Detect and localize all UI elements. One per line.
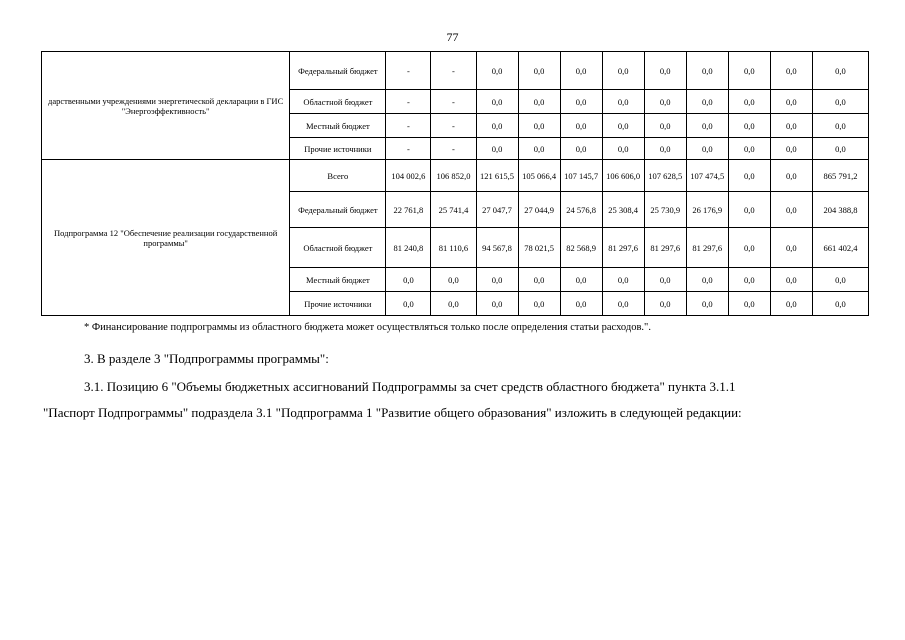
value-cell: 0,0 — [770, 292, 812, 316]
value-cell: 865 791,2 — [812, 160, 868, 192]
value-cell: 27 044,9 — [518, 192, 560, 228]
funding-source: Федеральный бюджет — [290, 192, 386, 228]
value-cell: - — [431, 138, 476, 160]
value-cell: 0,0 — [518, 114, 560, 138]
value-cell: 25 730,9 — [644, 192, 686, 228]
funding-source: Всего — [290, 160, 386, 192]
value-cell: 0,0 — [476, 292, 518, 316]
value-cell: 106 852,0 — [431, 160, 476, 192]
funding-source: Прочие источники — [290, 292, 386, 316]
value-cell: 0,0 — [644, 90, 686, 114]
value-cell: 24 576,8 — [560, 192, 602, 228]
value-cell: - — [386, 52, 431, 90]
value-cell: - — [431, 52, 476, 90]
value-cell: 81 110,6 — [431, 228, 476, 268]
value-cell: 104 002,6 — [386, 160, 431, 192]
value-cell: 0,0 — [812, 114, 868, 138]
value-cell: 0,0 — [770, 114, 812, 138]
value-cell: 0,0 — [602, 52, 644, 90]
value-cell: 0,0 — [602, 268, 644, 292]
value-cell: 0,0 — [812, 268, 868, 292]
funding-source: Федеральный бюджет — [290, 52, 386, 90]
value-cell: 0,0 — [728, 228, 770, 268]
footnote: * Финансирование подпрограммы из областного бюджета может осуществляться только после определения статьи расходов.". — [84, 322, 651, 333]
value-cell: 0,0 — [686, 90, 728, 114]
value-cell: 94 567,8 — [476, 228, 518, 268]
value-cell: 25 308,4 — [602, 192, 644, 228]
table-row — [42, 160, 869, 192]
measure-description: дарственными учреждениями энергетической декларации в ГИС "Энергоэффективность" — [42, 52, 290, 160]
funding-source: Областной бюджет — [290, 90, 386, 114]
value-cell: 0,0 — [431, 292, 476, 316]
value-cell: 81 297,6 — [602, 228, 644, 268]
value-cell: - — [386, 138, 431, 160]
value-cell: 0,0 — [770, 52, 812, 90]
value-cell: 26 176,9 — [686, 192, 728, 228]
value-cell: 0,0 — [518, 292, 560, 316]
value-cell: 0,0 — [644, 52, 686, 90]
value-cell: 82 568,9 — [560, 228, 602, 268]
value-cell: 0,0 — [386, 292, 431, 316]
value-cell: 78 021,5 — [518, 228, 560, 268]
value-cell: 81 240,8 — [386, 228, 431, 268]
value-cell: 0,0 — [728, 268, 770, 292]
value-cell: 0,0 — [812, 90, 868, 114]
funding-source: Местный бюджет — [290, 114, 386, 138]
value-cell: 0,0 — [644, 138, 686, 160]
value-cell: 204 388,8 — [812, 192, 868, 228]
value-cell: 0,0 — [560, 292, 602, 316]
value-cell: 0,0 — [686, 268, 728, 292]
value-cell: 105 066,4 — [518, 160, 560, 192]
value-cell: 25 741,4 — [431, 192, 476, 228]
budget-table-body — [42, 52, 869, 316]
value-cell: 0,0 — [644, 268, 686, 292]
value-cell: 0,0 — [728, 138, 770, 160]
value-cell: 0,0 — [812, 292, 868, 316]
value-cell: 0,0 — [644, 114, 686, 138]
value-cell: 0,0 — [602, 114, 644, 138]
value-cell: 0,0 — [602, 292, 644, 316]
value-cell: 121 615,5 — [476, 160, 518, 192]
value-cell: 22 761,8 — [386, 192, 431, 228]
value-cell: - — [386, 90, 431, 114]
value-cell: 0,0 — [476, 90, 518, 114]
paragraph-position-6: 3.1. Позицию 6 "Объемы бюджетных ассигнований Подпрограммы за счет средств областного бюджета" пункта 3.1.1 — [84, 379, 736, 394]
value-cell: 0,0 — [431, 268, 476, 292]
value-cell: 0,0 — [560, 52, 602, 90]
value-cell: 0,0 — [644, 292, 686, 316]
funding-source: Местный бюджет — [290, 268, 386, 292]
value-cell: 0,0 — [812, 52, 868, 90]
value-cell: 0,0 — [476, 52, 518, 90]
value-cell: 0,0 — [770, 138, 812, 160]
value-cell: 0,0 — [686, 292, 728, 316]
value-cell: 0,0 — [770, 268, 812, 292]
value-cell: 0,0 — [728, 160, 770, 192]
value-cell: 0,0 — [386, 268, 431, 292]
value-cell: 0,0 — [518, 138, 560, 160]
value-cell: 107 145,7 — [560, 160, 602, 192]
value-cell: 0,0 — [518, 90, 560, 114]
paragraph-section-3: 3. В разделе 3 "Подпрограммы программы": — [84, 351, 329, 366]
value-cell: - — [431, 114, 476, 138]
value-cell: 0,0 — [476, 138, 518, 160]
value-cell: 81 297,6 — [644, 228, 686, 268]
value-cell: 0,0 — [728, 114, 770, 138]
value-cell: 0,0 — [476, 268, 518, 292]
value-cell: 0,0 — [728, 192, 770, 228]
paragraph-passport: "Паспорт Подпрограммы" подраздела 3.1 "Подпрограмма 1 "Развитие общего образования" изложить в следующей редакции: — [43, 405, 742, 420]
value-cell: 0,0 — [560, 90, 602, 114]
value-cell: 0,0 — [560, 268, 602, 292]
value-cell: 106 606,0 — [602, 160, 644, 192]
value-cell: 107 628,5 — [644, 160, 686, 192]
value-cell: - — [386, 114, 431, 138]
table-row — [42, 52, 869, 90]
value-cell: 0,0 — [728, 90, 770, 114]
value-cell: 0,0 — [602, 90, 644, 114]
value-cell: 661 402,4 — [812, 228, 868, 268]
value-cell: 0,0 — [518, 268, 560, 292]
value-cell: 0,0 — [728, 52, 770, 90]
value-cell: 0,0 — [770, 90, 812, 114]
value-cell: 0,0 — [686, 52, 728, 90]
value-cell: 0,0 — [812, 138, 868, 160]
value-cell: 0,0 — [770, 228, 812, 268]
value-cell: 0,0 — [518, 52, 560, 90]
funding-source: Прочие источники — [290, 138, 386, 160]
value-cell: - — [431, 90, 476, 114]
value-cell: 81 297,6 — [686, 228, 728, 268]
value-cell: 0,0 — [728, 292, 770, 316]
value-cell: 0,0 — [770, 160, 812, 192]
value-cell: 0,0 — [686, 138, 728, 160]
value-cell: 27 047,7 — [476, 192, 518, 228]
page-number: 77 — [446, 30, 459, 44]
value-cell: 0,0 — [602, 138, 644, 160]
budget-table — [41, 51, 869, 316]
measure-description: Подпрограмма 12 "Обеспечение реализации государственной программы" — [42, 160, 290, 316]
value-cell: 0,0 — [476, 114, 518, 138]
funding-source: Областной бюджет — [290, 228, 386, 268]
value-cell: 0,0 — [560, 138, 602, 160]
value-cell: 107 474,5 — [686, 160, 728, 192]
value-cell: 0,0 — [560, 114, 602, 138]
value-cell: 0,0 — [770, 192, 812, 228]
value-cell: 0,0 — [686, 114, 728, 138]
